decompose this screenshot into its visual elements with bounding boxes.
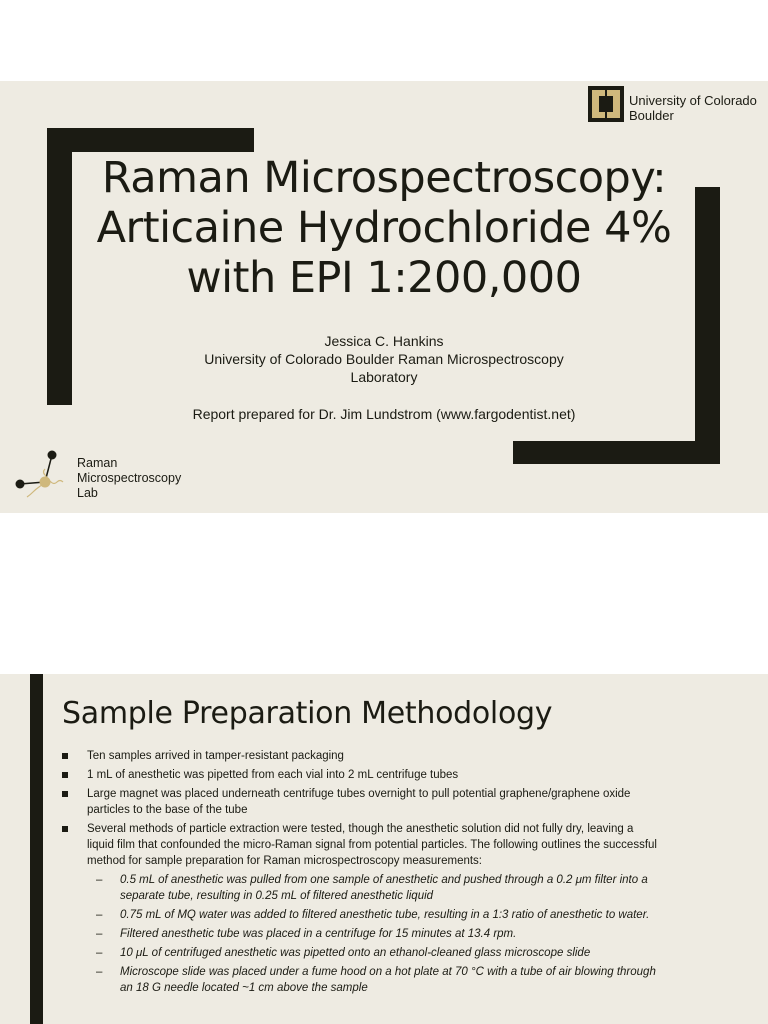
- dash-bullet-icon: –: [96, 909, 103, 921]
- author-name: Jessica C. Hankins: [324, 333, 444, 349]
- bullet-text: 1 mL of anesthetic was pipetted from each vial into 2 mL centrifuge tubes: [87, 769, 459, 781]
- lab-logo-text: [77, 456, 181, 501]
- bullet-text: Large magnet was placed underneath centrifuge tubes overnight to pull potential graphene/graphene oxide particles to the base of the tube: [87, 788, 631, 816]
- list-item: [62, 786, 662, 818]
- sub-list-item: [62, 907, 662, 923]
- list-item: [62, 821, 662, 869]
- sub-bullet-text: 0.75 mL of MQ water was added to filtered anesthetic tube, resulting in a 1:3 ratio of anesthetic to water.: [120, 909, 650, 921]
- square-bullet-icon: [62, 772, 68, 778]
- frame-bar-bottom-right-h: [513, 441, 720, 464]
- title-line-3: with EPI 1:200,000: [186, 253, 582, 303]
- sub-list-item: [62, 926, 662, 942]
- affiliation-line-1: University of Colorado Boulder Raman Microspectroscopy: [204, 351, 564, 367]
- raman-lab-logo: [12, 447, 212, 507]
- left-accent-bar: [30, 674, 43, 1024]
- affiliation-line-2: Laboratory: [350, 369, 418, 385]
- sub-list-item: [62, 872, 662, 904]
- cu-emblem-icon: [588, 86, 624, 122]
- square-bullet-icon: [62, 826, 68, 832]
- affiliation: [100, 350, 668, 386]
- cu-logo-line-1: University of Colorado: [629, 93, 757, 108]
- sub-bullet-text: Filtered anesthetic tube was placed in a centrifuge for 15 minutes at 13.4 rpm.: [120, 928, 517, 940]
- title-slide: [0, 81, 768, 513]
- lab-logo-line-2: Microspectroscopy: [77, 471, 182, 485]
- list-item: [62, 767, 662, 783]
- list-item: [62, 748, 662, 764]
- sub-list-item: [62, 945, 662, 961]
- sub-list-item: [62, 964, 662, 996]
- frame-bar-bottom-right-v: [695, 187, 720, 464]
- bullet-text: Ten samples arrived in tamper-resistant packaging: [87, 750, 344, 762]
- sub-bullet-text: Microscope slide was placed under a fume hood on a hot plate at 70 °C with a tube of air blowing through an 18 G needle located ~1 cm above the sample: [120, 966, 656, 994]
- cu-logo-line-2: Boulder: [629, 108, 674, 123]
- square-bullet-icon: [62, 753, 68, 759]
- cu-boulder-logo: [588, 85, 768, 125]
- slide-title: Sample Preparation Methodology: [62, 696, 553, 731]
- frame-bar-top-left-h: [47, 128, 254, 152]
- report-note: Report prepared for Dr. Jim Lundstrom (www.fargodentist.net): [192, 406, 576, 422]
- cu-logo-text: [629, 93, 757, 123]
- dash-bullet-icon: –: [96, 874, 103, 886]
- dash-bullet-icon: –: [96, 966, 103, 978]
- sub-bullet-text: 10 μL of centrifuged anesthetic was pipetted onto an ethanol-cleaned glass microscope slide: [120, 947, 591, 959]
- frame-bar-top-left-v: [47, 128, 72, 405]
- title-line-2: Articaine Hydrochloride 4%: [96, 203, 672, 253]
- title-line-1: Raman Microspectroscopy:: [101, 153, 667, 203]
- bullet-list: [62, 748, 662, 999]
- methodology-slide: [0, 674, 768, 1024]
- molecule-icon: [12, 447, 74, 507]
- square-bullet-icon: [62, 791, 68, 797]
- sub-bullet-text: 0.5 mL of anesthetic was pulled from one sample of anesthetic and pushed through a 0.2 μm filter into a separate tube, resulting in 0.25 mL of filtered anesthetic liquid: [120, 874, 648, 902]
- bullet-text: Several methods of particle extraction were tested, though the anesthetic solution did not fully dry, leaving a liquid film that confounded the micro-Raman signal from potential particles. The following outlines the successful method for sample preparation for Raman microspectroscopy measurements:: [87, 823, 657, 867]
- dash-bullet-icon: –: [96, 947, 103, 959]
- lab-logo-line-1: Raman: [77, 456, 118, 470]
- lab-logo-line-3: Lab: [77, 486, 98, 500]
- slide-title: [80, 153, 688, 303]
- dash-bullet-icon: –: [96, 928, 103, 940]
